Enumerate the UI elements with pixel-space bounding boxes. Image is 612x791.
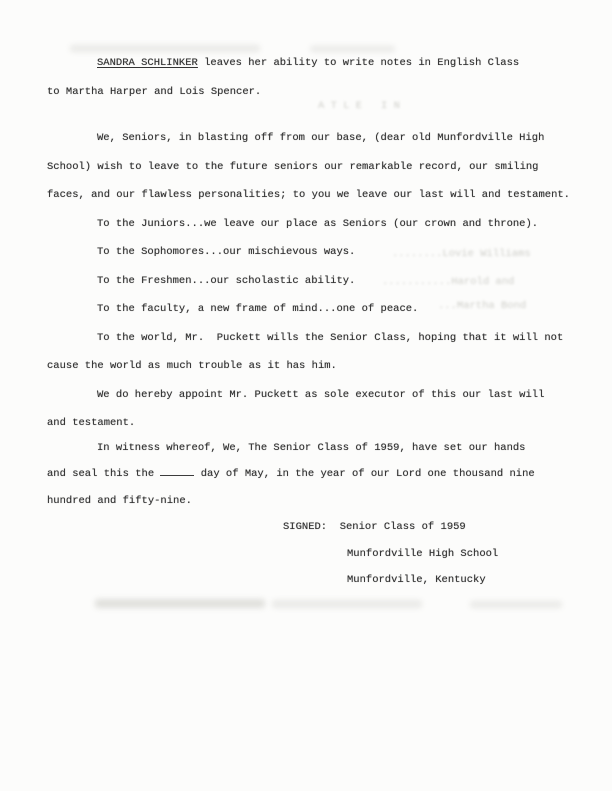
text-segment: day of May, in the year of our Lord one thousand nine [194, 468, 535, 480]
text-segment: Munfordville High School [347, 547, 499, 560]
text-segment: To the Juniors...we leave our place as Seniors (our crown and throne). [97, 217, 539, 230]
world-line-2 [47, 352, 587, 381]
scan-smudge [272, 600, 422, 608]
text-segment: To the world, Mr. Puckett wills the Senior Class, hoping that it will not [97, 331, 564, 344]
text-segment: To the Freshmen...our scholastic ability. [97, 274, 356, 287]
school-line [47, 541, 587, 568]
text-segment: We, Seniors, in blasting off from our base, (dear old Munfordville High [97, 132, 545, 144]
text-segment: cause the world as much trouble as it has him. [47, 360, 337, 372]
juniors-line [47, 210, 587, 239]
freshmen-line [47, 267, 587, 296]
executor-line-2 [47, 409, 587, 438]
text-segment: and seal this the [47, 468, 161, 480]
blank-underline [160, 464, 194, 476]
text-segment: leaves her ability to write notes in English Class [197, 57, 520, 69]
sandra-bequest-line-2 [47, 78, 587, 107]
text-segment: to Martha Harper and Lois Spencer. [47, 85, 262, 98]
text-block [47, 49, 587, 594]
ghost-bleed-through-text: ...Martha Bond [438, 300, 527, 312]
witness-line-1 [47, 435, 587, 462]
seniors-paragraph-line-3 [47, 181, 587, 210]
world-line-1 [47, 324, 587, 353]
faculty-line [47, 295, 587, 324]
text-segment: hundred and fifty-nine. [47, 494, 192, 507]
text-segment: Munfordville, Kentucky [347, 574, 486, 586]
city-line [47, 567, 587, 594]
text-segment: School) wish to leave to the future seniors our remarkable record, our smiling [47, 160, 539, 173]
scan-smudge [95, 599, 265, 608]
text-segment: and testament. [47, 417, 136, 429]
text-segment: SIGNED: Senior Class of 1959 [283, 521, 466, 533]
text-segment: To the faculty, a new frame of mind...one of peace. [97, 303, 419, 315]
text-segment: faces, and our flawless personalities; to you we leave our last will and testament. [47, 189, 570, 201]
ghost-bleed-through-text: ........Lovie Williams [392, 248, 531, 260]
witness-line-2 [47, 461, 587, 488]
ghost-bleed-through-text: A T L E I N [318, 100, 400, 112]
executor-line-1 [47, 381, 587, 410]
sandra-bequest-line-1 [47, 49, 587, 78]
signed-line [47, 514, 587, 541]
seniors-paragraph-line-1 [47, 124, 587, 153]
scan-smudge [470, 601, 562, 608]
sophomores-line [47, 238, 587, 267]
text-segment: We do hereby appoint Mr. Puckett as sole executor of this our last will [97, 388, 545, 401]
seniors-paragraph-line-2 [47, 153, 587, 182]
text-segment: SANDRA SCHLINKER [97, 57, 198, 69]
ghost-bleed-through-text: ...........Harold and [382, 276, 515, 288]
text-segment: In witness whereof, We, The Senior Class of 1959, have set our hands [97, 441, 526, 454]
text-segment: To the Sophomores...our mischievous ways. [97, 246, 356, 258]
witness-line-3 [47, 488, 587, 515]
